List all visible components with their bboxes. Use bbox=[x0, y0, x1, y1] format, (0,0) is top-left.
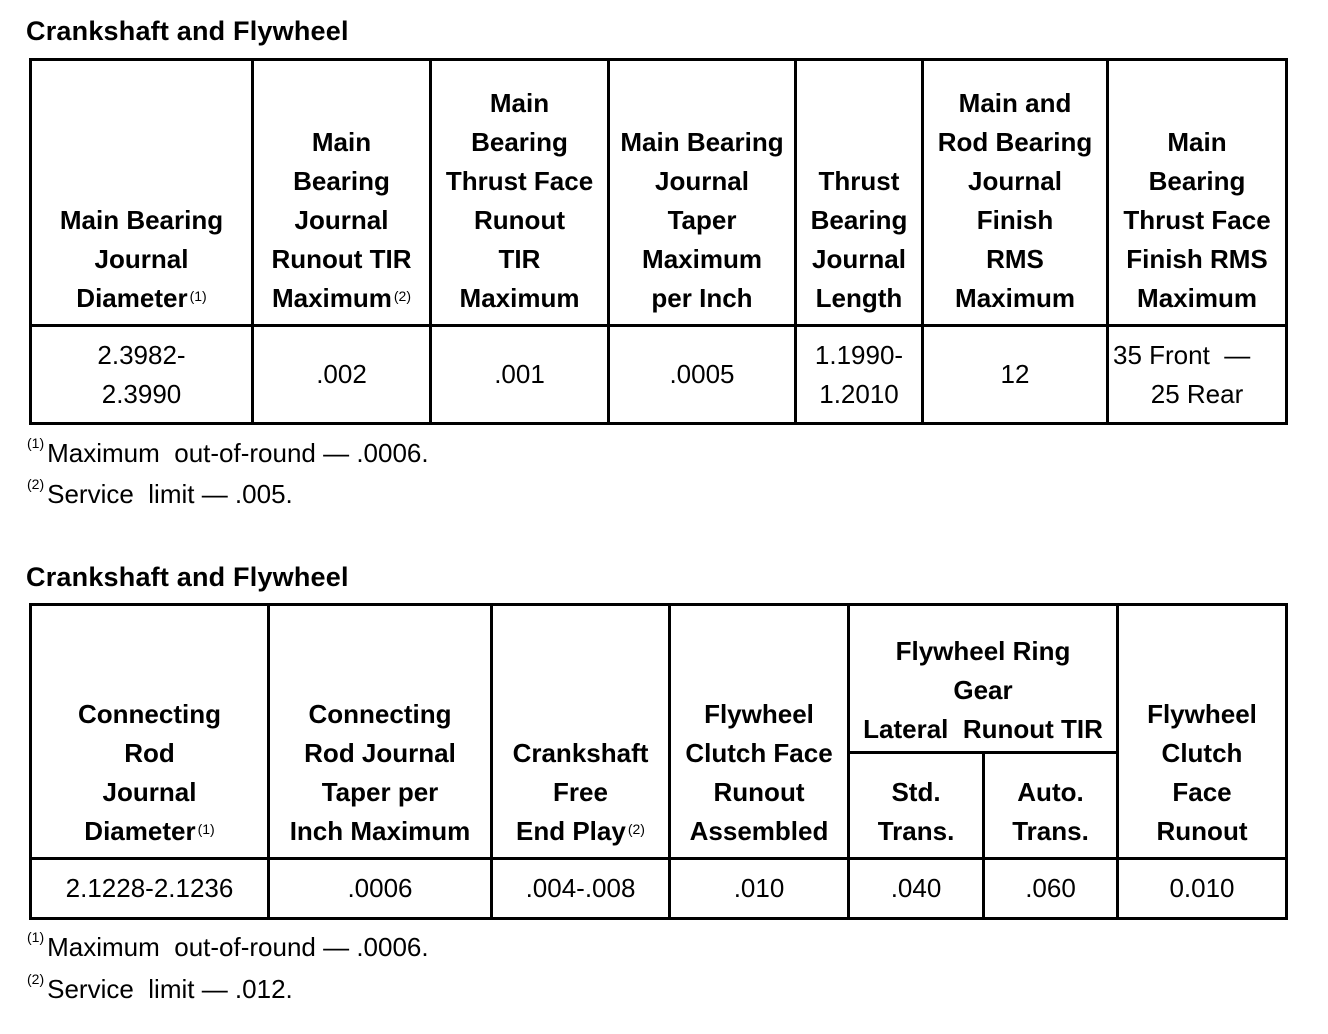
header-main-bearing-journal-diameter: Main Bearing Journal Diameter $^{(1)}$ bbox=[31, 60, 253, 326]
value-crankshaft-end-play: .004-.008 bbox=[492, 859, 670, 919]
subheader-auto-trans: Auto. Trans. bbox=[984, 753, 1118, 859]
value-main-bearing-journal-diameter: 2.3982- 2.3990 bbox=[31, 326, 253, 424]
value-thrust-bearing-length: 1.1990- 1.2010 bbox=[796, 326, 923, 424]
header-journal-taper: Main Bearing Journal Taper Maximum per Inch bbox=[609, 60, 796, 326]
footnote-1: $^{(1)}$ Maximum out-of-round — .0006. bbox=[27, 929, 429, 962]
section-title-1: Crankshaft and Flywheel bbox=[26, 16, 349, 46]
header-journal-finish-rms: Main and Rod Bearing Journal Finish RMS Maximum bbox=[923, 60, 1108, 326]
crankshaft-spec-table-2 bbox=[29, 603, 1288, 920]
header-ring-gear-lateral-runout: Flywheel Ring Gear Lateral Runout TIR bbox=[849, 605, 1118, 753]
header-thrust-bearing-journal-length: Thrust Bearing Journal Length bbox=[796, 60, 923, 326]
value-thrust-face-runout: .001 bbox=[431, 326, 609, 424]
value-auto-trans: .060 bbox=[984, 859, 1118, 919]
value-std-trans: .040 bbox=[849, 859, 984, 919]
footnote-1: $^{(1)}$ Maximum out-of-round — .0006. bbox=[27, 435, 429, 468]
value-rod-journal-diameter: 2.1228-2.1236 bbox=[31, 859, 269, 919]
header-thrust-face-runout: Main Bearing Thrust Face Runout TIR Maximum bbox=[431, 60, 609, 326]
footnote-mark: (1) bbox=[197, 821, 215, 837]
value-thrust-face-finish-rms: 35 Front — 25 Rear bbox=[1108, 326, 1287, 424]
footnote-2: $^{(2)}$ Service limit — .005. bbox=[27, 476, 293, 509]
header-connecting-rod-journal-diameter: Connecting Rod Journal Diameter $^{(1)}$ bbox=[31, 605, 269, 859]
subheader-std-trans: Std. Trans. bbox=[849, 753, 984, 859]
header-thrust-face-finish-rms: Main Bearing Thrust Face Finish RMS Maximum bbox=[1108, 60, 1287, 326]
footnote-mark: (1) bbox=[189, 288, 207, 304]
header-crankshaft-end-play: Crankshaft Free End Play $^{(2)}$ bbox=[492, 605, 670, 859]
footnote-mark: (2) bbox=[627, 821, 645, 837]
value-rod-journal-taper: .0006 bbox=[269, 859, 492, 919]
header-main-bearing-journal-runout: Main Bearing Journal Runout TIR Maximum $^{(2)}$ bbox=[253, 60, 431, 326]
value-journal-finish-rms: 12 bbox=[923, 326, 1108, 424]
value-journal-runout: .002 bbox=[253, 326, 431, 424]
header-rod-journal-taper: Connecting Rod Journal Taper per Inch Maximum bbox=[269, 605, 492, 859]
header-clutch-face-runout-assembled: Flywheel Clutch Face Runout Assembled bbox=[670, 605, 849, 859]
value-clutch-face-runout-assembled: .010 bbox=[670, 859, 849, 919]
crankshaft-spec-table-1 bbox=[29, 58, 1288, 425]
value-clutch-face-runout: 0.010 bbox=[1118, 859, 1287, 919]
footnote-mark: (2) bbox=[393, 288, 412, 304]
footnote-2: $^{(2)}$ Service limit — .012. bbox=[27, 971, 293, 1004]
value-journal-taper: .0005 bbox=[609, 326, 796, 424]
header-clutch-face-runout: Flywheel Clutch Face Runout bbox=[1118, 605, 1287, 859]
section-title-2: Crankshaft and Flywheel bbox=[26, 562, 349, 592]
